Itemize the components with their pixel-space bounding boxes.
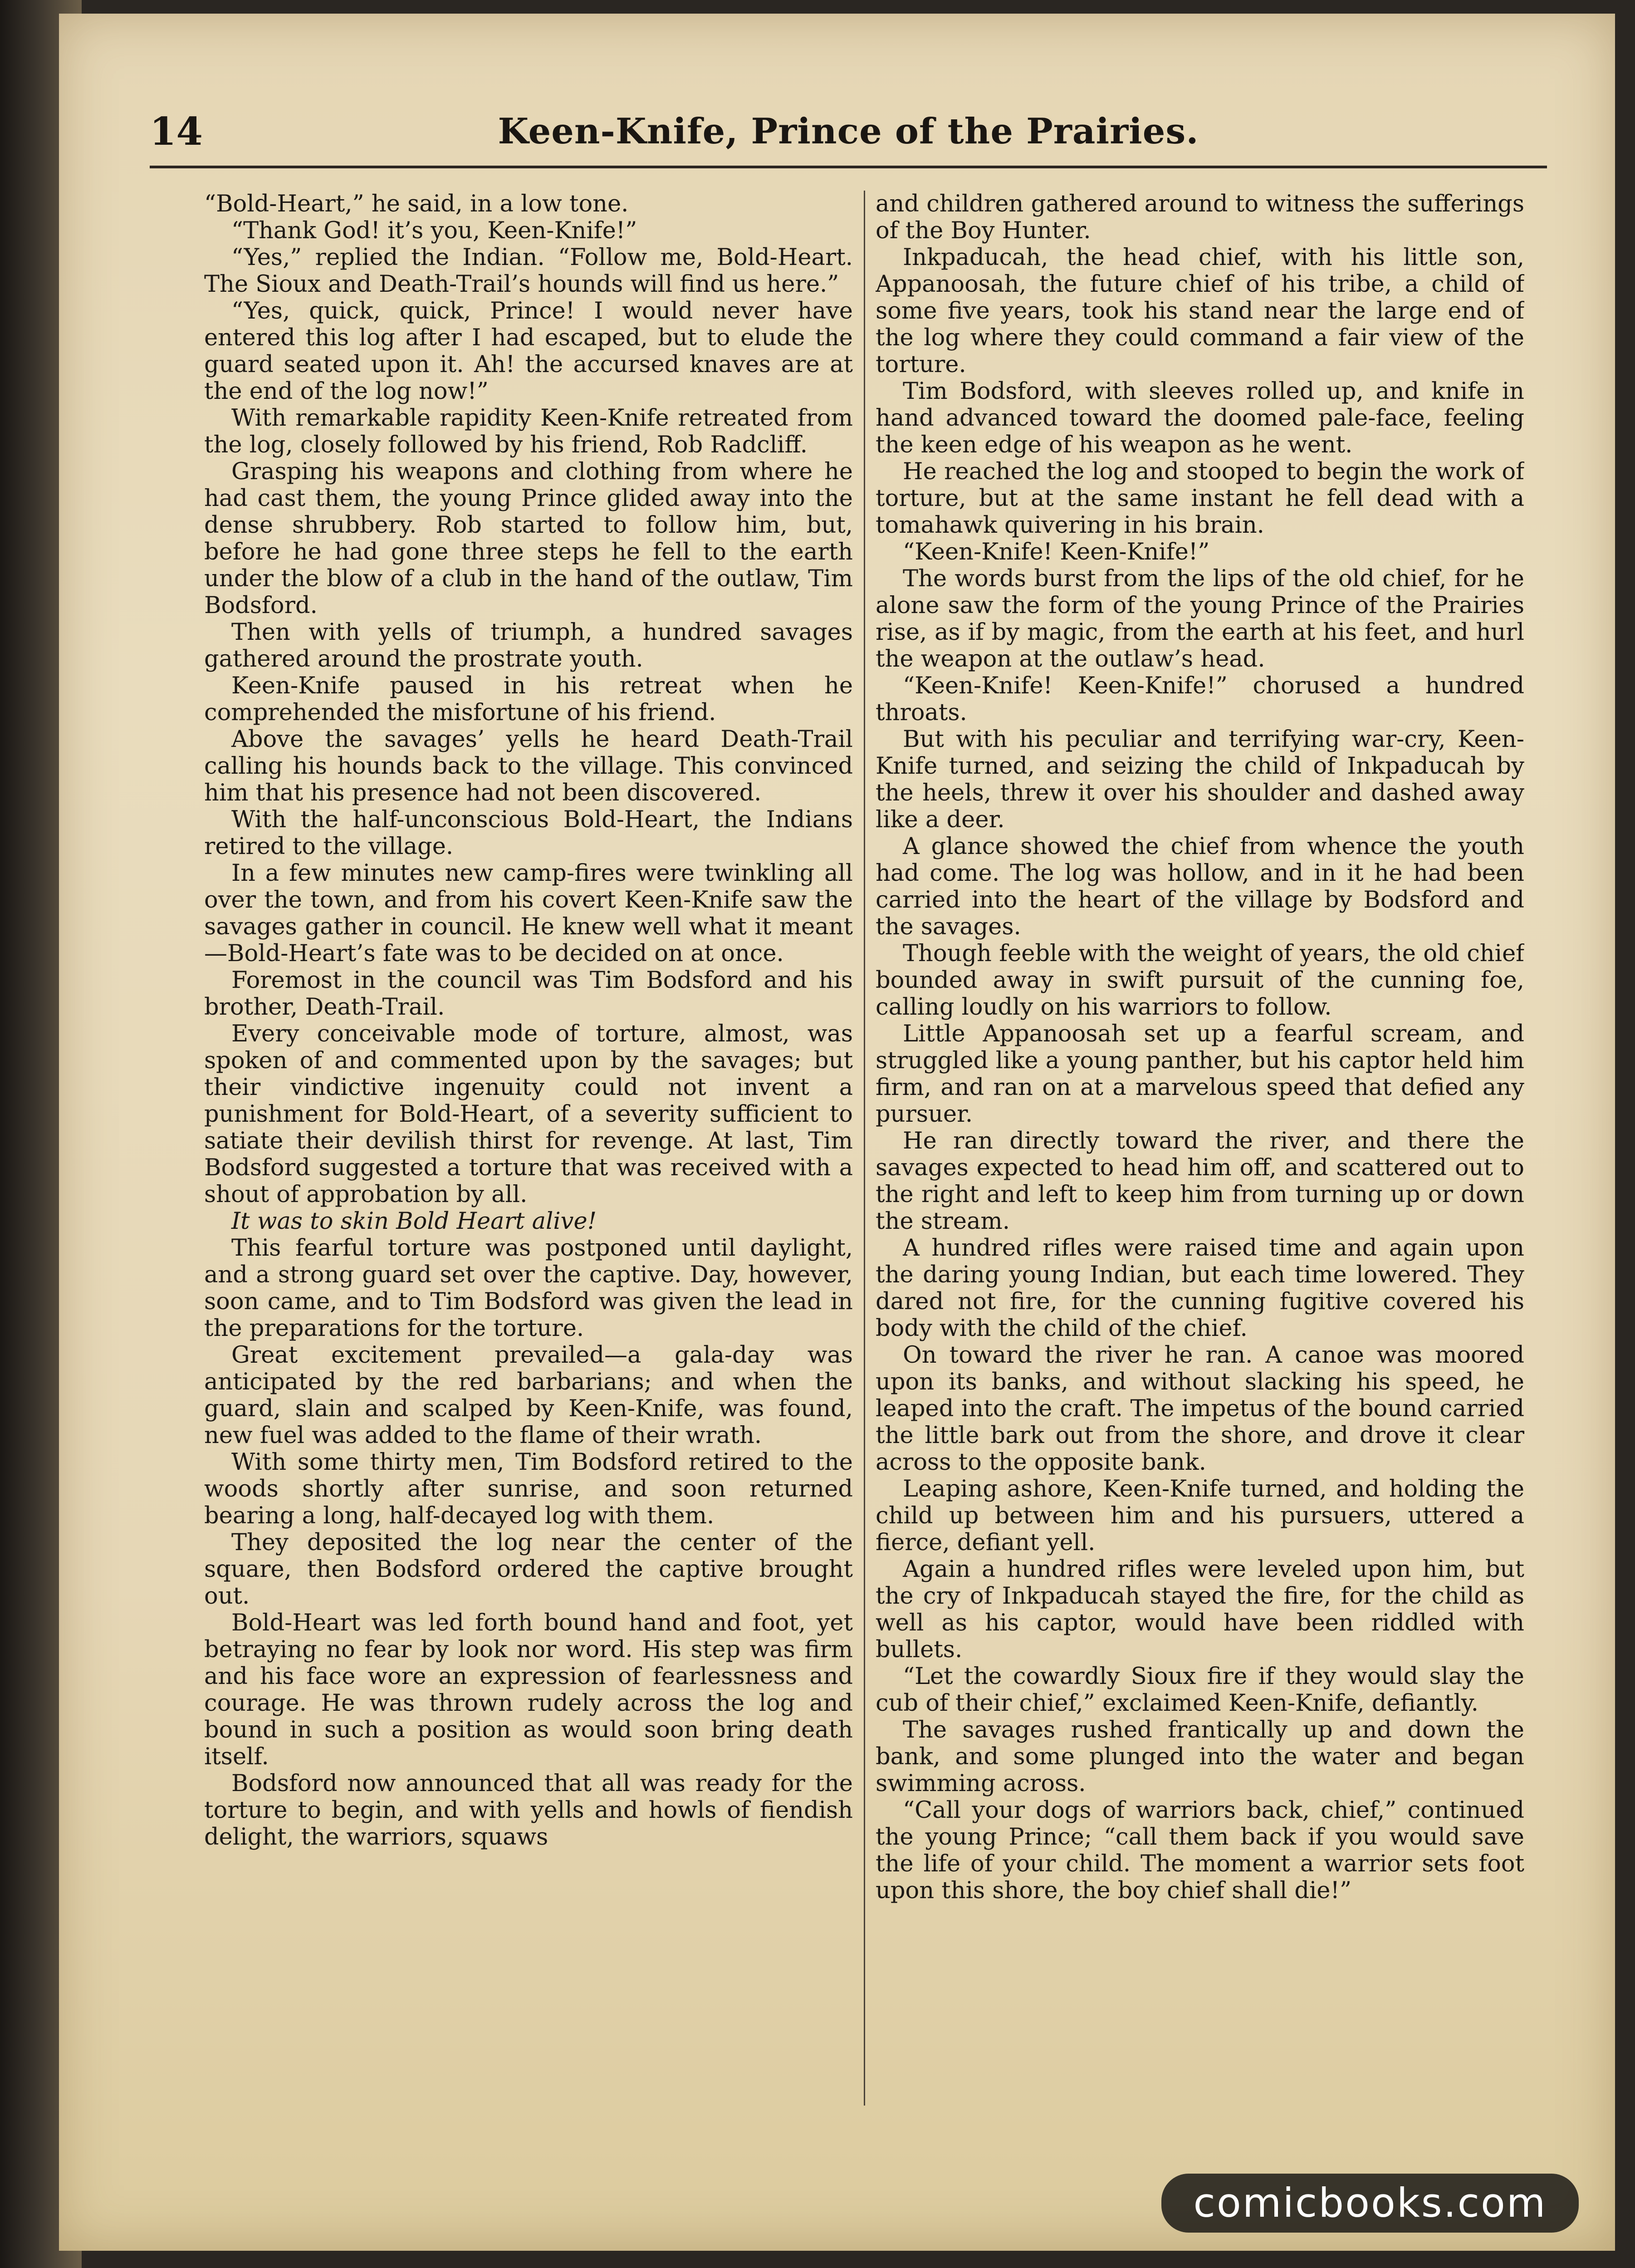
paragraph: He ran directly toward the river, and there the savages expected to head him off, and scattered out to the right and left to keep him from turning up or down the stream.: [876, 1128, 1524, 1235]
paragraph: Above the savages’ yells he heard Death-Trail calling his hounds back to the village. This convinced him that his presence had not been discovered.: [204, 726, 853, 806]
paragraph: In a few minutes new camp-fires were twinkling all over the town, and from his covert Keen-Knife saw the savages gather in council. He knew well what it meant—Bold-Heart’s fate was to be decided on at once.: [204, 860, 853, 967]
paragraph: and children gathered around to witness the sufferings of the Boy Hunter.: [876, 191, 1524, 244]
paragraph: “Yes, quick, quick, Prince! I would never have entered this log after I had escaped, but to elude the guard seated upon it. Ah! the accursed knaves are at the end of the log now!”: [204, 298, 853, 405]
paragraph: A glance showed the chief from whence the youth had come. The log was hollow, and in it he had been carried into the heart of the village by Bodsford and the savages.: [876, 833, 1524, 940]
paragraph: Great excitement prevailed—a gala-day was anticipated by the red barbarians; and when the guard, slain and scalped by Keen-Knife, was found, new fuel was added to the flame of their wrath.: [204, 1342, 853, 1449]
paragraph: They deposited the log near the center of the square, then Bodsford ordered the captive brought out.: [204, 1529, 853, 1610]
paragraph: Then with yells of triumph, a hundred savages gathered around the prostrate youth.: [204, 619, 853, 673]
left-column: [204, 191, 853, 2106]
paragraph: “Let the cowardly Sioux fire if they would slay the cub of their chief,” exclaimed Keen-Knife, defiantly.: [876, 1663, 1524, 1717]
paragraph: “Thank God! it’s you, Keen-Knife!”: [231, 217, 637, 244]
paragraph: Inkpaducah, the head chief, with his little son, Appanoosah, the future chief of his tribe, a child of some five years, took his stand near the large end of the log where they could command a fair view of the torture.: [876, 244, 1524, 378]
paragraph: Tim Bodsford, with sleeves rolled up, and knife in hand advanced toward the doomed pale-face, feeling the keen edge of his weapon as he went.: [876, 378, 1524, 458]
paragraph: Leaping ashore, Keen-Knife turned, and holding the child up between him and his pursuers, uttered a fierce, defiant yell.: [876, 1476, 1524, 1556]
paragraph: Though feeble with the weight of years, the old chief bounded away in swift pursuit of the cunning foe, calling loudly on his warriors to follow.: [876, 940, 1524, 1021]
paragraph: Grasping his weapons and clothing from where he had cast them, the young Prince glided away into the dense shrubbery. Rob started to follow him, but, before he had gone three steps he fell to the earth under the blow of a club in the hand of the outlaw, Tim Bodsford.: [204, 458, 853, 619]
paragraph: He reached the log and stooped to begin the work of torture, but at the same instant he fell dead with a tomahawk quivering in his brain.: [876, 458, 1524, 539]
paragraph: Keen-Knife paused in his retreat when he comprehended the misfortune of his friend.: [204, 673, 853, 726]
paragraph: On toward the river he ran. A canoe was moored upon its banks, and without slacking his speed, he leaped into the craft. The impetus of the bound carried the little bark out from the shore, and drove it clear across to the opposite bank.: [876, 1342, 1524, 1476]
page-title: Keen-Knife, Prince of the Prairies.: [498, 111, 1199, 152]
paragraph: With remarkable rapidity Keen-Knife retreated from the log, closely followed by his friend, Rob Radcliff.: [204, 405, 853, 458]
paragraph: “Bold-Heart,” he said, in a low tone.: [204, 191, 629, 217]
paragraph: A hundred rifles were raised time and again upon the daring young Indian, but each time lowered. They dared not fire, for the cunning fugitive covered his body with the child of the chief.: [876, 1235, 1524, 1342]
paragraph: With some thirty men, Tim Bodsford retired to the woods shortly after sunrise, and soon returned bearing a long, half-decayed log with them.: [204, 1449, 853, 1529]
italic-paragraph: It was to skin Bold Heart alive!: [231, 1208, 597, 1235]
header-rule: [150, 166, 1547, 168]
page-header: [150, 104, 1547, 159]
paragraph: Bodsford now announced that all was ready for the torture to begin, and with yells and howls of fiendish delight, the warriors, squaws: [204, 1770, 853, 1851]
paragraph: Again a hundred rifles were leveled upon him, but the cry of Inkpaducah stayed the fire, for the child as well as his captor, would have been riddled with bullets.: [876, 1556, 1524, 1663]
right-column: [876, 191, 1524, 2106]
paragraph: Foremost in the council was Tim Bodsford and his brother, Death-Trail.: [204, 967, 853, 1021]
paragraph: The savages rushed frantically up and down the bank, and some plunged into the water and began swimming across.: [876, 1717, 1524, 1797]
paragraph: Bold-Heart was led forth bound hand and foot, yet betraying no fear by look nor word. His step was firm and his face wore an expression of fearlessness and courage. He was thrown rudely across the log and bound in such a position as would soon bring death itself.: [204, 1610, 853, 1770]
paragraph: But with his peculiar and terrifying war-cry, Keen-Knife turned, and seizing the child of Inkpaducah by the heels, threw it over his shoulder and dashed away like a deer.: [876, 726, 1524, 833]
page-number: 14: [150, 109, 203, 154]
watermark-logo: comicbooks.com: [1161, 2174, 1579, 2233]
paragraph: This fearful torture was postponed until daylight, and a strong guard set over the captive. Day, however, soon came, and to Tim Bodsford was given the lead in the preparations for the torture.: [204, 1235, 853, 1342]
paragraph: Little Appanoosah set up a fearful scream, and struggled like a young panther, but his captor held him firm, and ran on at a marvelous speed that defied any pursuer.: [876, 1021, 1524, 1128]
magazine-page: [59, 14, 1615, 2251]
paragraph: With the half-unconscious Bold-Heart, the Indians retired to the village.: [204, 806, 853, 860]
paragraph: The words burst from the lips of the old chief, for he alone saw the form of the young Prince of the Prairies rise, as if by magic, from the earth at his feet, and hurl the weapon at the outlaw’s head.: [876, 565, 1524, 673]
paragraph: “Keen-Knife! Keen-Knife!”: [903, 539, 1210, 565]
paragraph: “Keen-Knife! Keen-Knife!” chorused a hundred throats.: [876, 673, 1524, 726]
paragraph: “Call your dogs of warriors back, chief,” continued the young Prince; “call them back if you would save the life of your child. The moment a warrior sets foot upon this shore, the boy chief shall die!”: [876, 1797, 1524, 1904]
column-divider: [864, 191, 865, 2106]
paragraph: Every conceivable mode of torture, almost, was spoken of and commented upon by the savages; but their vindictive ingenuity could not invent a punishment for Bold-Heart, of a severity sufficient to satiate their devilish thirst for revenge. At last, Tim Bodsford suggested a torture that was received with a shout of approbation by all.: [204, 1021, 853, 1208]
paragraph: “Yes,” replied the Indian. “Follow me, Bold-Heart. The Sioux and Death-Trail’s hounds will find us here.”: [204, 244, 853, 298]
